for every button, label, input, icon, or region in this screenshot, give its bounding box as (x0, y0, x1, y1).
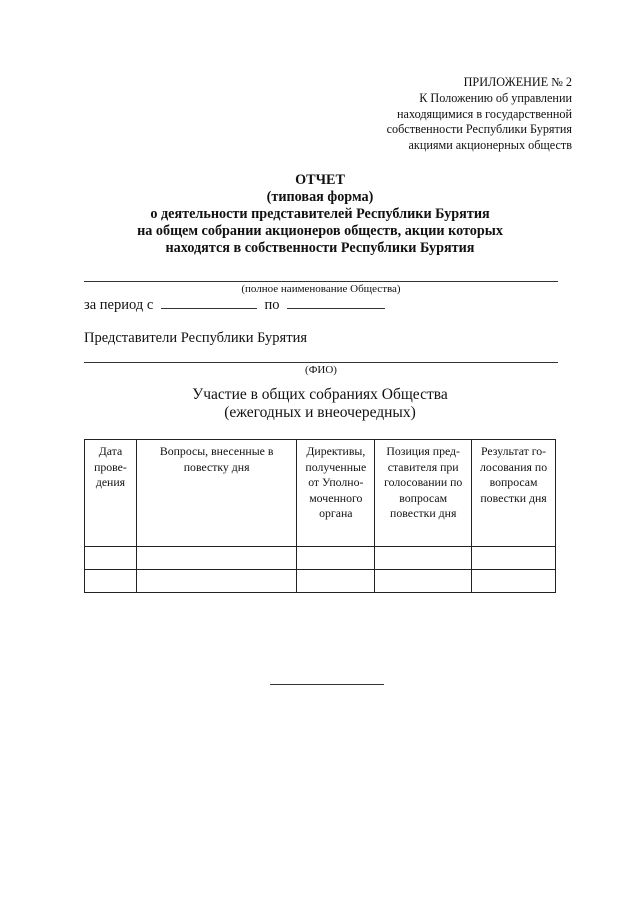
column-header-result: Результат го-лосования по вопросам повестки дня (472, 440, 556, 547)
table-row (85, 547, 556, 570)
table-cell[interactable] (472, 547, 556, 570)
period-from-label: за период с (84, 297, 154, 313)
report-description-line: на общем собрании акционеров обществ, акции которых (137, 223, 503, 239)
table-header-row (85, 440, 556, 547)
representatives-caption: (ФИО) (305, 364, 337, 376)
representatives-label: Представители Республики Бурятия (84, 330, 307, 346)
participation-heading (84, 386, 556, 422)
column-header-date: Дата прове-дения (85, 440, 137, 547)
company-name-field[interactable] (84, 281, 558, 282)
representatives-name-field[interactable] (84, 362, 558, 363)
table-cell[interactable] (136, 547, 296, 570)
appendix-line: находящимися в государственной (397, 106, 572, 121)
company-name-caption: (полное наименование Общества) (241, 283, 401, 295)
period-row (84, 296, 385, 314)
table-cell[interactable] (375, 570, 472, 593)
participation-subtitle: (ежегодных и внеочередных) (224, 404, 416, 421)
table-row (85, 570, 556, 593)
report-title: ОТЧЕТ (295, 172, 345, 188)
meetings-table (84, 439, 556, 593)
column-header-agenda: Вопросы, внесенные в повестку дня (136, 440, 296, 547)
signature-line[interactable] (270, 684, 384, 685)
report-subtitle: (типовая форма) (266, 189, 374, 205)
appendix-block (272, 75, 572, 154)
table-cell[interactable] (375, 547, 472, 570)
table-cell[interactable] (85, 570, 137, 593)
table-cell[interactable] (297, 570, 375, 593)
column-header-position: Позиция пред-ставителя при голосовании по вопросам повестки дня (375, 440, 472, 547)
appendix-line: акциями акционерных обществ (408, 138, 572, 153)
column-header-directives: Директивы, полученные от Уполно-моченного органа (297, 440, 375, 547)
period-to-field[interactable] (287, 296, 385, 309)
report-description-line: о деятельности представителей Республики Бурятия (150, 206, 490, 222)
table-cell[interactable] (297, 547, 375, 570)
participation-title: Участие в общих собраниях Общества (192, 386, 448, 403)
report-title-block (70, 172, 570, 257)
appendix-line: К Положению об управлении (419, 90, 572, 105)
table-cell[interactable] (472, 570, 556, 593)
table-cell[interactable] (136, 570, 296, 593)
appendix-title: ПРИЛОЖЕНИЕ № 2 (463, 75, 572, 89)
period-to-label: по (264, 297, 280, 313)
appendix-line: собственности Республики Бурятия (386, 122, 572, 137)
report-description-line: находятся в собственности Республики Бурятия (165, 240, 475, 256)
period-from-field[interactable] (161, 296, 257, 309)
table-cell[interactable] (85, 547, 137, 570)
